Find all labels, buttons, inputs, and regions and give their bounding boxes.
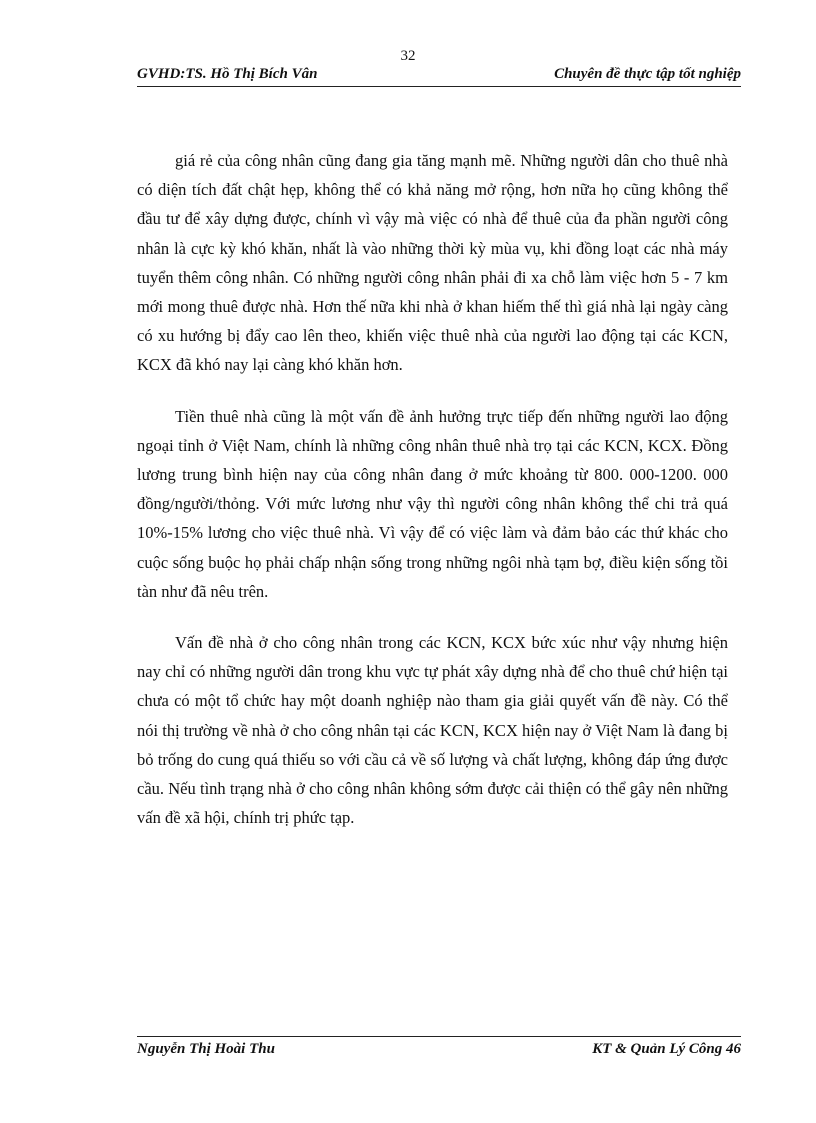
footer-class: KT & Quản Lý Công 46: [592, 1041, 741, 1057]
page-header: [137, 66, 741, 87]
paragraph: giá rẻ của công nhân cũng đang gia tăng mạnh mẽ. Những người dân cho thuê nhà có diện tích đất chật hẹp, không thể có khả năng mở rộng, hơn nữa họ cũng không thể đầu tư để xây dựng được, chính vì vậy mà việc có nhà để thuê của đa phần người công nhân là cực kỳ khó khăn, nhất là vào những thời kỳ mùa vụ, khi đồng loạt các nhà máy tuyển thêm công nhân. Có những người công nhân phải đi xa chỗ làm việc hơn 5 - 7 km mới mong thuê được nhà. Hơn thế nữa khi nhà ở khan hiếm thế thì giá nhà lại ngày càng có xu hướng bị đẩy cao lên theo, khiến việc thuê nhà của người lao động tại các KCN, KCX đã khó nay lại càng khó khăn hơn.: [137, 151, 728, 375]
paragraph: Tiền thuê nhà cũng là một vấn đề ảnh hưởng trực tiếp đến những người lao động ngoại tỉnh ở Việt Nam, chính là những công nhân thuê nhà trọ tại các KCN, KCX. Đồng lương trung bình hiện nay của công nhân đang ở mức khoảng từ 800. 000-1200. 000 đồng/người/thỏng. Với mức lương như vậy thì người công nhân không thể chi trả quá 10%-15% lương cho việc thuê nhà. Vì vậy để có việc làm và đảm bảo các thứ khác cho cuộc sống buộc họ phải chấp nhận sống trong những ngôi nhà tạm bợ, điều kiện sống tồi tàn như đã nêu trên.: [137, 406, 728, 601]
header-advisor: GVHD:TS. Hồ Thị Bích Vân: [137, 66, 318, 82]
footer-author: Nguyễn Thị Hoài Thu: [137, 1041, 275, 1057]
page-footer: [137, 1036, 741, 1063]
paragraph: Vấn đề nhà ở cho công nhân trong các KCN, KCX bức xúc như vậy nhưng hiện nay chỉ có những người dân trong khu vực tự phát xây dựng nhà để cho thuê chứ hiện tại chưa có một tổ chức hay một doanh nghiệp nào tham gia giải quyết vấn đề này. Có thể nói thị trường về nhà ở cho công nhân tại các KCN, KCX hiện nay ở Việt Nam là đang bị bỏ trống do cung quá thiếu so với cầu cả về số lượng và chất lượng, không đáp ứng được cầu. Nếu tình trạng nhà ở cho công nhân không sớm được cải thiện có thể gây nên những vấn đề xã hội, chính trị phức tạp.: [137, 633, 728, 828]
document-body: [137, 146, 728, 854]
header-title: Chuyên đề thực tập tốt nghiệp: [554, 66, 741, 82]
page-number: 32: [400, 48, 416, 64]
